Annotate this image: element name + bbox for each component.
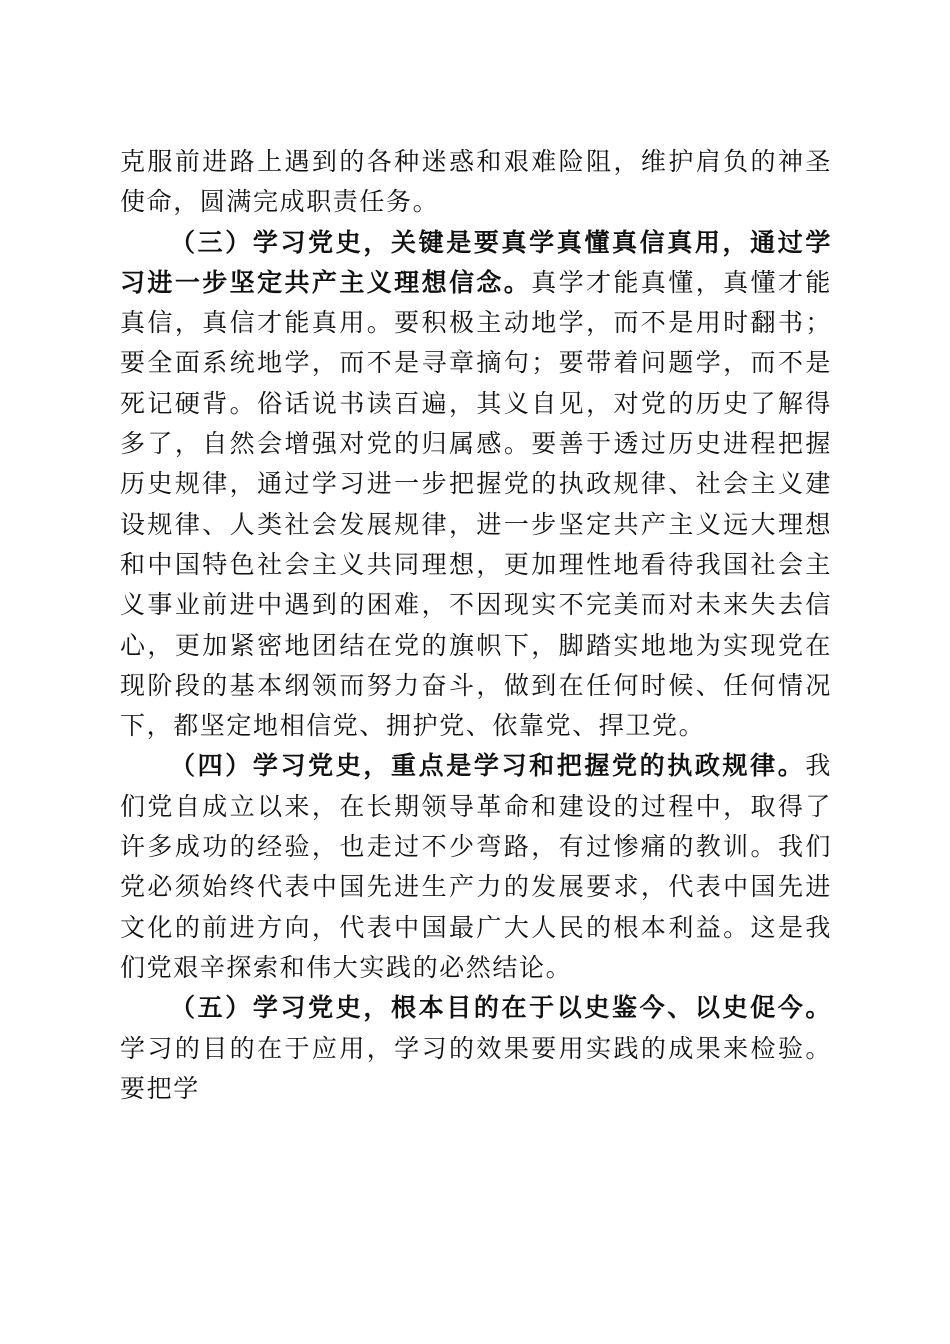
document-body [120,142,832,1109]
paragraph-continuation [120,142,832,223]
paragraph-section-five [120,988,832,1109]
paragraph-lead: （四）学习党史，重点是学习和把握党的执政规律。 [170,751,806,781]
paragraph-body: 学习的目的在于应用，学习的效果要用实践的成果来检验。要把学 [120,1033,832,1103]
paragraph-body: 真学才能真懂，真懂才能真信，真信才能真用。要积极主动地学，而不是用时翻书；要全面系统地学，而不是寻章摘句；要带着问题学，而不是死记硬背。俗话说书读百遍，其义自见，对党的历史了解得多了，自然会增强对党的归属感。要善于透过历史进程把握历史规律，通过学习进一步把握党的执政规律、社会主义建设规律、人类社会发展规律，进一步坚定共产主义远大理想和中国特色社会主义共同理想，更加理性地看待我国社会主义事业前进中遇到的困难，不因现实不完美而对未来失去信心，更加紧密地团结在党的旗帜下，脚踏实地地为实现党在现阶段的基本纲领而努力奋斗，做到在任何时候、任何情况下，都坚定地相信党、拥护党、依靠党、捍卫党。 [120,267,832,741]
paragraph-section-four [120,746,832,988]
paragraph-section-three [120,223,832,747]
paragraph-lead: （三）学习党史，关键是要真学真懂真信真用，通过学习进一步坚定共产主义理想信念。 [120,227,832,297]
paragraph-body: 克服前进路上遇到的各种迷惑和艰难险阻，维护肩负的神圣使命，圆满完成职责任务。 [120,147,832,217]
paragraph-lead: （五）学习党史，根本目的在于以史鉴今、以史促今。 [170,993,832,1023]
paragraph-body: 我们党自成立以来，在长期领导革命和建设的过程中，取得了许多成功的经验，也走过不少弯路，有过惨痛的教训。我们党必须始终代表中国先进生产力的发展要求，代表中国先进文化的前进方向，代表中国最广大人民的根本利益。这是我们党艰辛探索和伟大实践的必然结论。 [120,751,832,982]
